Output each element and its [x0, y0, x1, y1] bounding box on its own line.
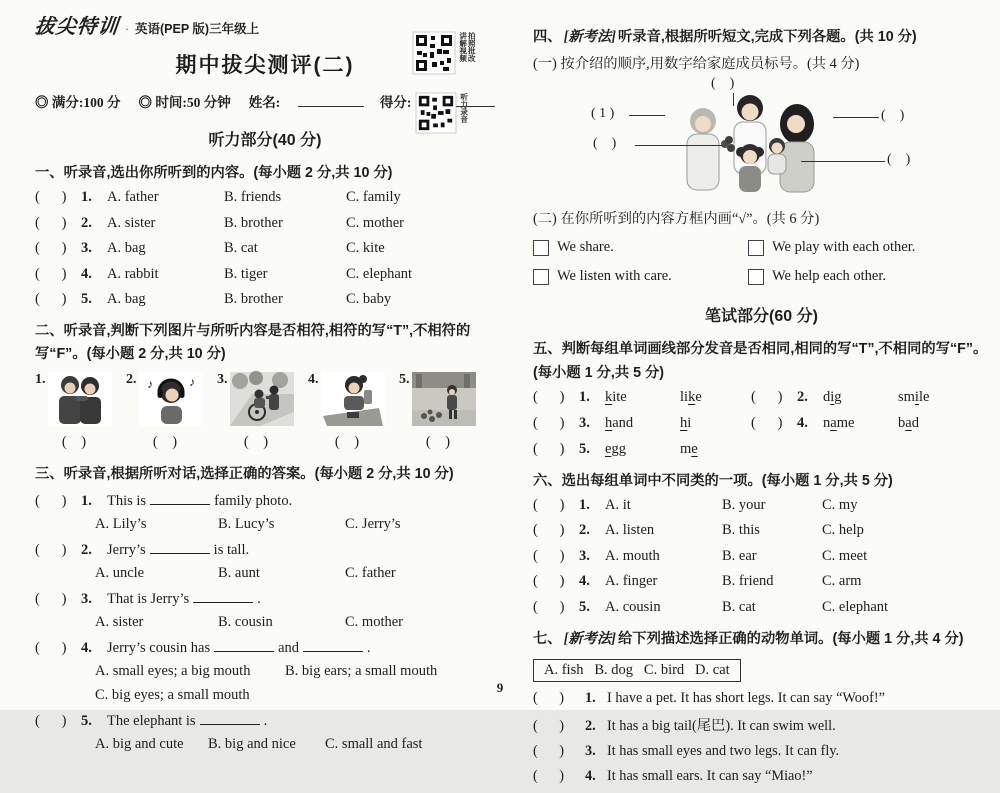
option-b: B. aunt	[218, 564, 260, 581]
answer-bracket: ( )	[533, 440, 565, 457]
question-number: 1.	[81, 189, 92, 206]
checkbox-icon	[533, 269, 549, 285]
word-part: and	[612, 414, 634, 431]
answer-bracket: ( )	[35, 291, 67, 308]
word-1	[605, 415, 680, 432]
option-b: B. brother	[224, 214, 283, 231]
question-segment: Jerry’s	[107, 541, 146, 558]
picture-answer-bracket: ( )	[152, 434, 178, 451]
phonics-pair	[751, 415, 990, 432]
sec6-row-3	[533, 548, 990, 565]
option-c: C. mother	[346, 214, 404, 231]
answer-bracket: ( )	[35, 240, 67, 257]
name-label: 姓名:	[248, 95, 281, 110]
answer-bracket: ( )	[35, 492, 67, 509]
option-c: C. father	[345, 564, 396, 581]
word-part: g	[834, 388, 842, 405]
sec7-item-3	[533, 743, 990, 760]
check-label: We listen with care.	[557, 268, 672, 285]
answer-bracket: ( )	[533, 598, 565, 615]
qr-code-icon	[416, 93, 456, 133]
sec3-q1-options	[95, 516, 495, 533]
picture-number: 2.	[126, 372, 137, 388]
picture-answer-bracket: ( )	[61, 434, 87, 451]
word-part: b	[898, 414, 906, 431]
sec3-q2-options	[95, 565, 495, 582]
option-c: C. elephant	[822, 598, 889, 615]
section-3-heading: 三、听录音,根据所听对话,选择正确的答案。(每小题 2 分,共 10 分)	[35, 466, 454, 483]
question-text	[107, 711, 495, 730]
full-score-label: ◎ 满分:100 分	[35, 95, 121, 110]
question-segment: This is	[107, 492, 147, 509]
option-c: C. my	[822, 496, 858, 513]
item-text: It has small eyes and two legs. It can fly.	[607, 743, 840, 760]
new-method-badge: [新考法]	[563, 630, 617, 647]
picture-answer-bracket: ( )	[243, 434, 269, 451]
family-label-left2: ( )	[593, 136, 617, 152]
family-label-left1: ( 1 )	[591, 106, 615, 122]
answer-blank	[150, 491, 210, 505]
sec3-q5	[35, 711, 495, 730]
option-b: B. big ears; a small mouth	[285, 662, 438, 679]
word-part: me	[836, 414, 855, 431]
picture-answer-bracket: ( )	[425, 434, 451, 451]
page-title: 期中拔尖测评(二)	[175, 54, 355, 77]
checkbox-icon	[748, 240, 764, 256]
sec7-item-2	[533, 715, 990, 735]
picture-number: 1.	[35, 372, 46, 388]
picture-number: 3.	[217, 372, 228, 388]
answer-blank	[193, 589, 253, 603]
answer-bracket: ( )	[533, 547, 565, 564]
section-4-part1: (一) 按介绍的顺序,用数字给家庭成员标号。(共 4 分)	[533, 56, 860, 73]
sec1-row-3	[35, 240, 495, 257]
question-number: 1.	[579, 496, 590, 513]
question-segment: and	[278, 639, 300, 656]
word-part: sm	[898, 388, 915, 405]
underlined-letter: i	[830, 388, 835, 405]
underlined-letter: h	[605, 414, 613, 431]
word-bank-box: A. fish B. dog C. bird D. cat	[533, 659, 741, 682]
option-b: B. your	[722, 496, 766, 513]
check-item-2	[748, 239, 990, 256]
option-b: B. big and nice	[208, 735, 296, 752]
option-b: B. Lucy’s	[218, 515, 275, 532]
option-c: C. Jerry’s	[345, 515, 401, 532]
word-2	[680, 389, 751, 406]
checkbox-icon	[533, 240, 549, 256]
check-label: We share.	[557, 239, 614, 256]
word-1	[605, 441, 680, 458]
option-a: A. small eyes; a big mouth	[95, 662, 251, 679]
question-number: 3.	[579, 414, 590, 431]
answer-blank	[200, 711, 260, 725]
option-c: C. elephant	[346, 265, 413, 282]
heading-prefix: 七、	[533, 630, 562, 647]
word-part: d	[911, 414, 919, 431]
check-label: We help each other.	[772, 268, 886, 285]
name-blank	[298, 93, 364, 107]
girl-at-desk-illustration	[321, 372, 385, 426]
picture-cell-4	[308, 372, 399, 451]
section-4-heading	[533, 26, 990, 49]
word-part: gg	[611, 440, 626, 457]
question-number: 4.	[81, 639, 92, 656]
phonics-pair	[751, 389, 990, 406]
question-number: 2.	[579, 522, 590, 539]
sec5-row-3	[533, 441, 990, 458]
question-number: 2.	[81, 541, 92, 558]
underlined-letter: a	[905, 414, 912, 431]
written-part-title: 笔试部分(60 分)	[705, 308, 818, 326]
word-1	[605, 389, 680, 406]
answer-bracket: ( )	[751, 414, 783, 431]
word-part: e	[695, 388, 702, 405]
sec3-q4-options-line1	[95, 663, 495, 680]
question-number: 4.	[81, 265, 92, 282]
family-photo-figure	[533, 76, 990, 198]
question-segment: That is Jerry’s	[107, 590, 190, 607]
underlined-letter: k	[688, 388, 696, 405]
answer-blank	[214, 638, 274, 652]
answer-bracket: ( )	[35, 639, 67, 656]
question-number: 2.	[81, 214, 92, 231]
question-number: 5.	[81, 712, 92, 729]
item-text: I have a pet. It has short legs. It can say “Woof!”	[607, 690, 885, 707]
answer-bracket: ( )	[35, 541, 67, 558]
sec2-pictures-row	[35, 372, 495, 451]
music-listening-illustration	[139, 372, 203, 426]
qr-caption-line: 讲解视频	[458, 32, 468, 62]
option-c: C. family	[346, 189, 401, 206]
option-a: A. finger	[605, 573, 658, 590]
question-number: 1.	[81, 492, 92, 509]
question-segment: .	[257, 590, 261, 607]
question-number: 3.	[81, 590, 92, 607]
option-b: B. cousin	[218, 613, 273, 630]
section-2-heading: 二、听录音,判断下列图片与所听内容是否相符,相符的写“T”,不相符的写“F”。(每小题 2 分,共 10 分)	[35, 323, 471, 363]
leader-line	[629, 115, 665, 116]
right-column	[533, 0, 990, 793]
word-1	[823, 389, 898, 406]
page-number: 9	[496, 680, 504, 695]
sec6-row-4	[533, 573, 990, 590]
item-text: It has a big tail(尾巴). It can swim well.	[607, 718, 836, 735]
section-6-heading: 六、选出每组单词中不同类的一项。(每小题 1 分,共 5 分)	[533, 472, 893, 489]
option-a: A. sister	[107, 214, 156, 231]
phonics-pair	[533, 389, 751, 406]
option-a: A. father	[107, 189, 159, 206]
word-1	[823, 415, 898, 432]
option-b: B. cat	[224, 240, 258, 257]
sec4-checkbox-grid	[533, 239, 990, 297]
leader-line	[733, 93, 734, 106]
answer-bracket: ( )	[533, 718, 564, 735]
family-label-right1: ( )	[881, 108, 905, 124]
question-number: 3.	[579, 547, 590, 564]
answer-bracket: ( )	[533, 522, 565, 539]
answer-blank	[303, 638, 363, 652]
underlined-letter: k	[605, 388, 613, 405]
question-text	[107, 638, 495, 657]
question-segment: The elephant is	[107, 712, 196, 729]
listening-part-title: 听力部分(40 分)	[208, 132, 322, 149]
option-b: B. ear	[722, 547, 757, 564]
svg-text:♪: ♪	[146, 377, 153, 392]
wheelchair-park-illustration	[230, 372, 294, 426]
sec5-row-1	[533, 389, 990, 406]
sec1-row-5	[35, 291, 495, 308]
question-number: 5.	[81, 291, 92, 308]
book-edition: 英语(PEP 版)三年级上	[135, 22, 260, 36]
option-a: A. Lily’s	[95, 515, 147, 532]
option-a: A. cousin	[605, 598, 661, 615]
option-c: C. arm	[822, 573, 862, 590]
question-segment: family photo.	[214, 492, 293, 509]
word-part: le	[918, 388, 930, 405]
underlined-letter: e	[691, 440, 698, 457]
answer-bracket: ( )	[533, 690, 564, 707]
sec6-row-1	[533, 497, 990, 514]
option-a: A. rabbit	[107, 265, 159, 282]
section-4-part2: (二) 在你所听到的内容方框内画“√”。(共 6 分)	[533, 211, 820, 228]
section-1-heading: 一、听录音,选出你所听到的内容。(每小题 2 分,共 10 分)	[35, 165, 393, 181]
new-method-badge: [新考法]	[563, 29, 617, 45]
option-b: B. cat	[722, 598, 756, 615]
question-segment: is tall.	[213, 541, 250, 558]
answer-bracket: ( )	[751, 388, 783, 405]
check-item-1	[533, 239, 748, 256]
option-c: C. big eyes; a small mouth	[95, 686, 250, 703]
underlined-letter: i	[914, 388, 919, 405]
question-number: 5.	[579, 598, 590, 615]
picture-cell-2	[126, 372, 217, 451]
picture-number: 5.	[399, 372, 410, 388]
family-illustration	[655, 86, 855, 194]
option-c: C. help	[822, 522, 864, 539]
heading-text: 给下列描述选择正确的动物单词。(每小题 1 分,共 4 分)	[618, 630, 964, 647]
item-text: It has small ears. It can say “Miao!”	[607, 768, 813, 785]
word-part: i	[687, 414, 692, 431]
family-label-right2: ( )	[887, 152, 911, 168]
answer-bracket: ( )	[533, 573, 565, 590]
question-number: 2.	[585, 718, 596, 735]
option-c: C. small and fast	[325, 735, 423, 752]
qr-caption	[458, 32, 475, 74]
score-label: 得分:	[379, 95, 412, 110]
question-number: 3.	[81, 240, 92, 257]
answer-bracket: ( )	[35, 590, 67, 607]
question-text	[107, 589, 495, 608]
leader-line	[635, 145, 723, 146]
option-a: A. bag	[107, 291, 146, 308]
question-number: 4.	[797, 414, 808, 431]
answer-bracket: ( )	[35, 712, 67, 729]
check-label: We play with each other.	[772, 239, 916, 256]
question-segment: Jerry’s cousin has	[107, 639, 211, 656]
section-5-heading: 五、判断每组单词画线部分发音是否相同,相同的写“T”,不相同的写“F”。(每小题 1 分,共 5 分)	[533, 341, 988, 381]
qr-block-correction	[413, 32, 475, 74]
answer-blank	[150, 540, 210, 554]
friends-illustration	[48, 372, 112, 426]
qr-code-icon	[413, 32, 455, 74]
option-a: A. sister	[95, 613, 144, 630]
qr-caption	[459, 93, 468, 133]
qr-caption-line: 听力录音	[459, 93, 469, 123]
word-part: ite	[612, 388, 627, 405]
question-number: 1.	[579, 388, 590, 405]
leader-line	[801, 161, 885, 162]
word-2	[898, 415, 990, 432]
sec6-row-5	[533, 599, 990, 616]
word-part: n	[823, 414, 831, 431]
sec3-q1	[35, 491, 495, 510]
sec1-row-1	[35, 189, 495, 206]
brand-separator: ·	[125, 22, 129, 36]
option-b: B. tiger	[224, 265, 268, 282]
sec3-q2	[35, 540, 495, 559]
underlined-letter: h	[680, 414, 688, 431]
word-part: li	[680, 388, 689, 405]
sec6-row-2	[533, 522, 990, 539]
qr-caption-line: 拍照批改	[467, 32, 477, 62]
option-c: C. kite	[346, 240, 385, 257]
answer-bracket: ( )	[533, 496, 565, 513]
heading-text: 听录音,根据所听短文,完成下列各题。(共 10 分)	[618, 29, 917, 45]
picture-cell-5	[399, 372, 490, 451]
sec3-q3	[35, 589, 495, 608]
answer-bracket: ( )	[533, 414, 565, 431]
feeding-chicks-illustration	[412, 372, 476, 426]
leader-line	[833, 117, 879, 118]
option-b: B. brother	[224, 291, 283, 308]
sec1-row-2	[35, 215, 495, 232]
question-text	[107, 540, 495, 559]
answer-bracket: ( )	[35, 189, 67, 206]
option-a: A. bag	[107, 240, 146, 257]
option-b: B. friends	[224, 189, 282, 206]
option-a: A. listen	[605, 522, 655, 539]
underlined-letter: e	[605, 440, 612, 457]
question-number: 1.	[585, 690, 596, 707]
answer-bracket: ( )	[35, 214, 67, 231]
option-b: B. friend	[722, 573, 774, 590]
answer-bracket: ( )	[533, 388, 565, 405]
time-label: ◎ 时间:50 分钟	[138, 95, 231, 110]
picture-cell-1	[35, 372, 126, 451]
question-number: 2.	[797, 388, 808, 405]
question-segment: .	[367, 639, 371, 656]
option-a: A. it	[605, 496, 631, 513]
sec5-row-2	[533, 415, 990, 432]
word-2	[680, 415, 751, 432]
section-7-heading	[533, 628, 990, 651]
answer-bracket: ( )	[533, 768, 564, 785]
sec7-item-4	[533, 768, 990, 785]
svg-text:♪: ♪	[188, 375, 195, 390]
picture-cell-3	[217, 372, 308, 451]
answer-bracket: ( )	[533, 743, 564, 760]
question-number: 3.	[585, 743, 596, 760]
family-label-top: ( )	[711, 76, 735, 92]
check-item-4	[748, 268, 990, 285]
qr-block-audio	[416, 93, 468, 133]
question-number: 4.	[585, 768, 596, 785]
check-item-3	[533, 268, 748, 285]
word-part: d	[823, 388, 831, 405]
option-b: B. this	[722, 522, 760, 539]
option-a: A. uncle	[95, 564, 145, 581]
answer-bracket: ( )	[35, 265, 67, 282]
word-2	[898, 389, 990, 406]
option-a: A. mouth	[605, 547, 660, 564]
option-c: C. baby	[346, 291, 392, 308]
option-a: A. big and cute	[95, 735, 184, 752]
checkbox-icon	[748, 269, 764, 285]
heading-prefix: 四、	[533, 29, 562, 45]
option-c: C. meet	[822, 547, 868, 564]
phonics-pair	[533, 441, 751, 458]
sec1-row-4	[35, 266, 495, 283]
picture-answer-bracket: ( )	[334, 434, 360, 451]
brand-logo: 拔尖特训	[33, 16, 120, 38]
sec3-q4	[35, 638, 495, 657]
question-number: 5.	[579, 440, 590, 457]
question-number: 4.	[579, 573, 590, 590]
word-2	[680, 441, 751, 458]
option-c: C. mother	[345, 613, 403, 630]
sec3-q5-options	[95, 736, 495, 753]
phonics-pair	[533, 415, 751, 432]
underlined-letter: a	[830, 414, 837, 431]
question-text	[107, 491, 495, 510]
sec3-q3-options	[95, 614, 495, 631]
question-segment: .	[263, 712, 268, 729]
picture-number: 4.	[308, 372, 319, 388]
word-part: m	[680, 440, 692, 457]
